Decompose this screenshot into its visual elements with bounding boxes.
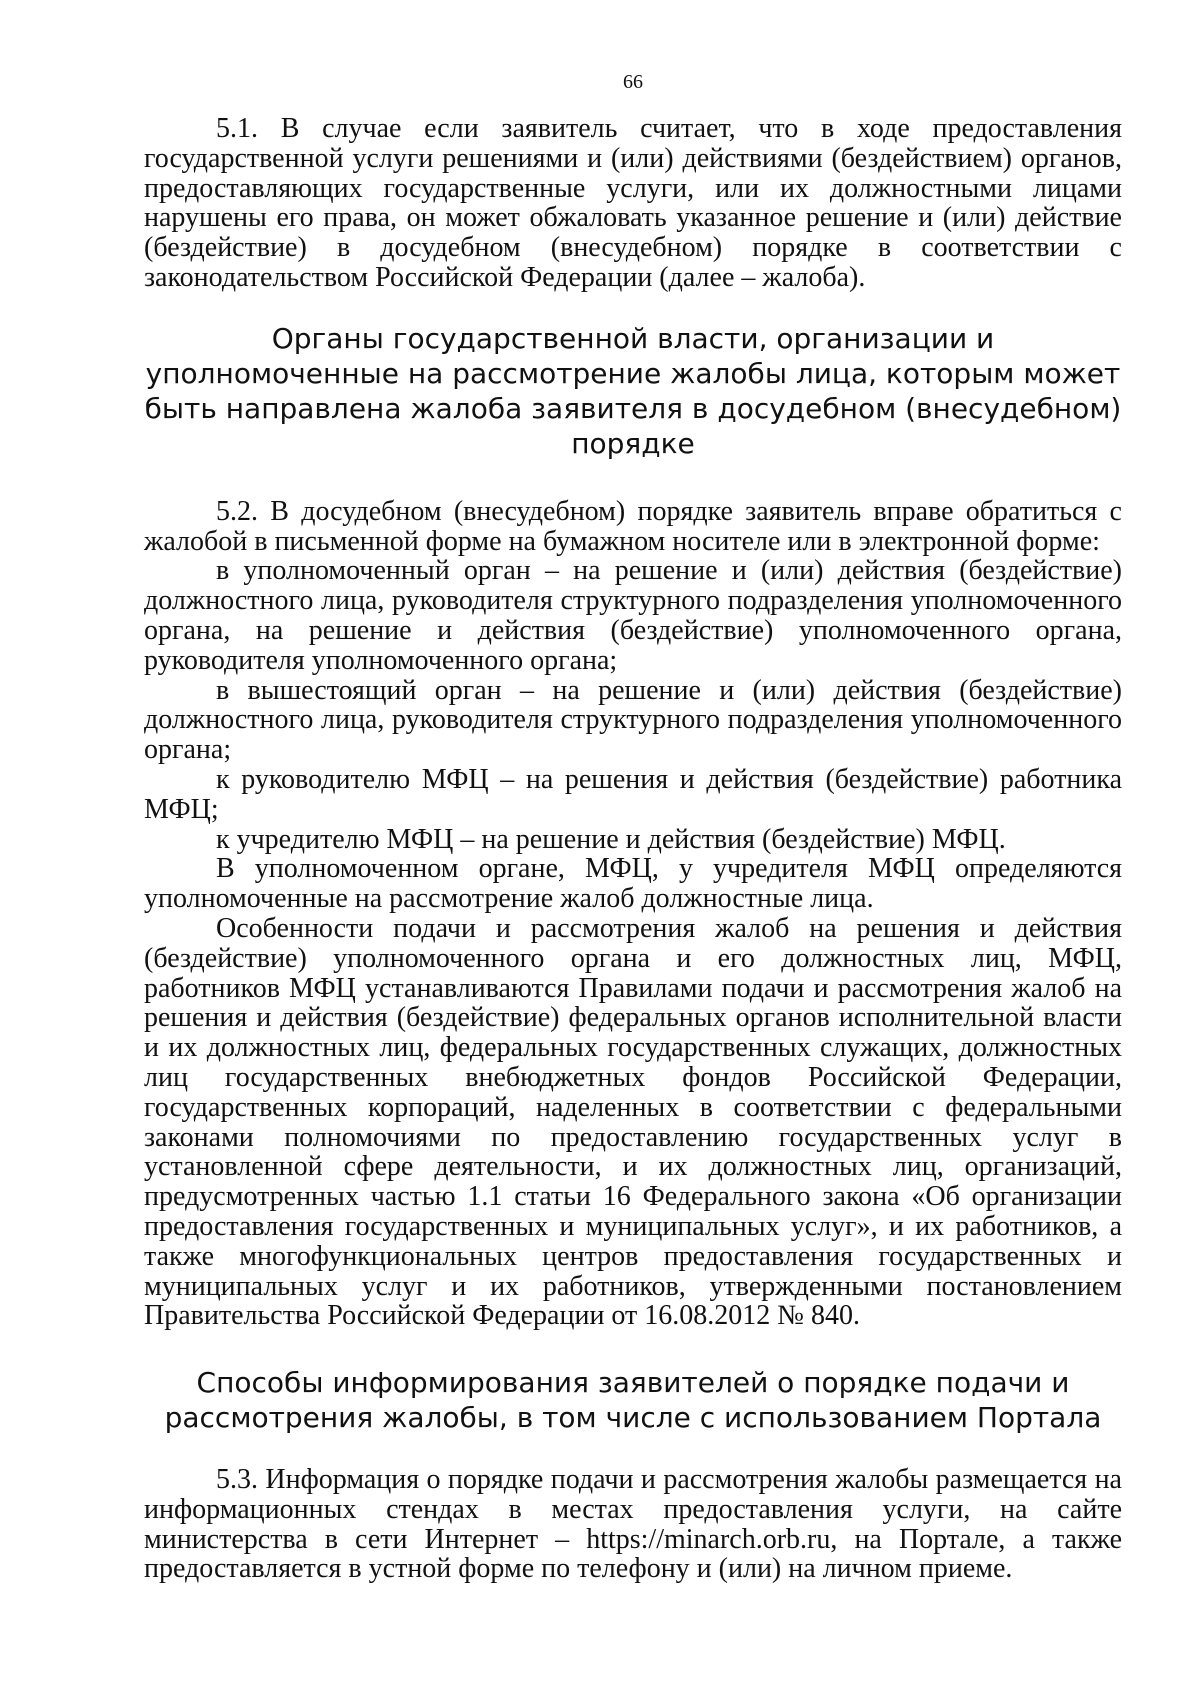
paragraph-5-1: 5.1. В случае если заявитель считает, что в ходе предоставления государственной услуги решениями и (или) действиями (бездействием) органов, предоставляющих государственные услуги, или их должностными лицами нарушены его права, он может обжаловать указанное решение и (или) действие (бездействие) в досудебном (внесудебном) порядке в соответствии с законодательством Российской Федерации (далее – жалоба).: [144, 113, 1122, 293]
paragraph-higher-body: в вышестоящий орган – на решение и (или) действия (бездействие) должностного лица, руководителя структурного подразделения уполномоченного органа;: [144, 674, 1122, 766]
paragraph-authorized-body: в уполномоченный орган – на решение и (или) действия (бездействие) должностного лица, руководителя структурного подразделения уполномоченного органа, на решение и действия (бездействие) уполномоченного органа, руководителя уполномоченного органа;: [144, 555, 1122, 676]
paragraph-5-3: 5.3. Информация о порядке подачи и рассмотрения жалобы размещается на информационных стендах в местах предоставления услуги, на сайте министерства в сети Интернет – https://minarch.orb.ru, на Портале, а также предоставляется в устной форме по телефону и (или) на личном приеме.: [144, 1464, 1122, 1585]
section-heading-informing-methods: Способы информирования заявителей о порядке подачи и рассмотрения жалобы, в том числе с использованием Портала: [164, 1366, 1102, 1435]
paragraph-mfc-head: к руководителю МФЦ – на решения и действия (бездействие) работника МФЦ;: [144, 763, 1122, 825]
paragraph-complaint-rules: Особенности подачи и рассмотрения жалоб на решения и действия (бездействие) уполномоченного органа и его должностных лиц, МФЦ, работников МФЦ устанавливаются Правилами подачи и рассмотрения жалоб на решения и действия (бездействие) федеральных органов исполнительной власти и их должностных лиц, федеральных государственных служащих, должностных лиц государственных внебюджетных фондов Российской Федерации, государственных корпораций, наделенных в соответствии с федеральными законами полномочиями по предоставлению государственных услуг в установленной сфере деятельности, и их должностных лиц, организаций, предусмотренных частью 1.1 статьи 16 Федерального закона «Об организации предоставления государственных и муниципальных услуг», и их работников, а также многофункциональных центров предоставления государственных и муниципальных услуг и их работников, утвержденными постановлением Правительства Российской Федерации от 16.08.2012 № 840.: [144, 912, 1122, 1332]
section-heading-complaint-bodies: Органы государственной власти, организации и уполномоченные на рассмотрение жалобы лица, которым может быть направлена жалоба заявителя в досудебном (внесудебном) порядке: [144, 321, 1122, 460]
page-number: 66: [623, 71, 643, 93]
paragraph-responsible-officials: В уполномоченном органе, МФЦ, у учредителя МФЦ определяются уполномоченные на рассмотрение жалоб должностные лица.: [144, 853, 1122, 915]
paragraph-5-2: 5.2. В досудебном (внесудебном) порядке заявитель вправе обратиться с жалобой в письменной форме на бумажном носителе или в электронной форме:: [144, 495, 1122, 557]
paragraph-mfc-founder: к учредителю МФЦ – на решение и действия (бездействие) МФЦ.: [216, 823, 1006, 855]
document-page: [144, 70, 1122, 1584]
